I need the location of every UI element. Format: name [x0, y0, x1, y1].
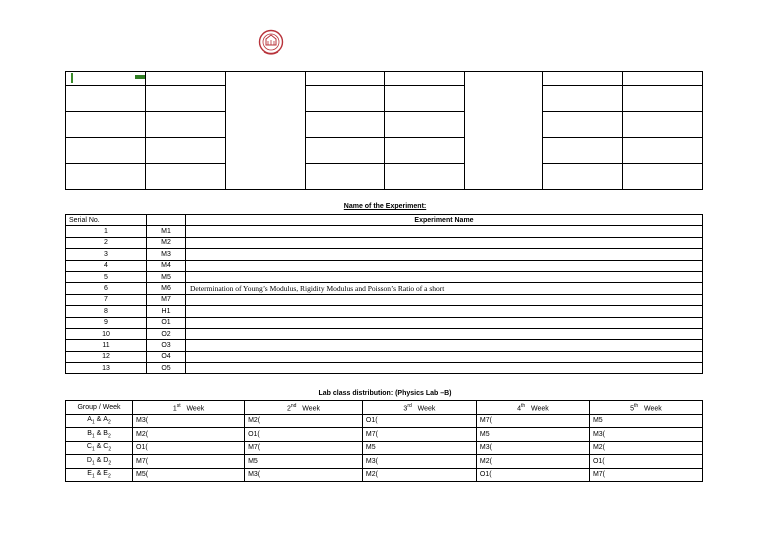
- week-slot-cell: O1(: [245, 428, 363, 442]
- week-slot-cell: M2(: [362, 468, 476, 482]
- experiment-code-cell: M5: [147, 271, 186, 282]
- distribution-row: [66, 441, 703, 455]
- week-header: 4th Week: [476, 401, 589, 415]
- experiment-serial-cell: 6: [66, 283, 147, 294]
- week-slot-cell: M5: [362, 441, 476, 455]
- experiment-row: [66, 294, 703, 305]
- experiment-code-cell: M4: [147, 260, 186, 271]
- arrow-right-icon: [135, 75, 145, 79]
- week-slot-cell: M5: [589, 414, 702, 428]
- week-slot-cell: M5: [245, 455, 363, 469]
- experiment-row: [66, 271, 703, 282]
- cell-marker-icon: [71, 73, 73, 83]
- distribution-caption: Lab class distribution: (Physics Lab –B): [318, 390, 452, 397]
- week-slot-cell: M5: [476, 428, 589, 442]
- group-cell: $A_1$ & $A_2$: [66, 414, 133, 428]
- university-seal-icon: [258, 29, 284, 57]
- experiment-code-cell: M3: [147, 249, 186, 260]
- code-header: [147, 215, 186, 226]
- experiment-row: [66, 249, 703, 260]
- routine-cell: [305, 72, 385, 86]
- week-slot-cell: O1(: [589, 455, 702, 469]
- experiment-code-cell: O3: [147, 340, 186, 351]
- experiment-row: [66, 340, 703, 351]
- week-slot-cell: M3(: [133, 414, 245, 428]
- experiment-serial-cell: 1: [66, 226, 147, 237]
- experiment-code-cell: O1: [147, 317, 186, 328]
- experiment-row: [66, 283, 703, 294]
- experiment-name-cell: [186, 317, 703, 328]
- experiment-name-cell: [186, 306, 703, 317]
- week-slot-cell: M2(: [133, 428, 245, 442]
- week-slot-cell: O1(: [133, 441, 245, 455]
- experiment-row: [66, 226, 703, 237]
- experiment-caption: Name of the Experiment:: [343, 203, 427, 210]
- week-slot-cell: M3(: [476, 441, 589, 455]
- week-slot-cell: M3(: [589, 428, 702, 442]
- routine-cell: [66, 72, 146, 86]
- routine-cell: [465, 72, 543, 190]
- experiment-table: [65, 214, 703, 374]
- experiment-name-header: Experiment Name: [186, 215, 703, 226]
- distribution-row: [66, 455, 703, 469]
- distribution-row: [66, 414, 703, 428]
- experiment-serial-cell: 13: [66, 363, 147, 374]
- experiment-name-cell: [186, 271, 703, 282]
- experiment-code-cell: H1: [147, 306, 186, 317]
- week-header: 5th Week: [589, 401, 702, 415]
- distribution-row: [66, 468, 703, 482]
- group-week-header: Group / Week: [66, 401, 133, 415]
- experiment-serial-cell: 3: [66, 249, 147, 260]
- week-slot-cell: O1(: [362, 414, 476, 428]
- experiment-name-cell: [186, 328, 703, 339]
- experiment-code-cell: O2: [147, 328, 186, 339]
- lab-distribution-table: [65, 400, 703, 482]
- experiment-name-cell: [186, 260, 703, 271]
- week-header: 3rd Week: [362, 401, 476, 415]
- experiment-serial-cell: 2: [66, 237, 147, 248]
- experiment-code-cell: M2: [147, 237, 186, 248]
- week-slot-cell: O1(: [476, 468, 589, 482]
- experiment-code-cell: O4: [147, 351, 186, 362]
- routine-cell: [145, 72, 225, 86]
- experiment-code-cell: M1: [147, 226, 186, 237]
- week-slot-cell: M3(: [245, 468, 363, 482]
- group-cell: $B_1$ & $B_2$: [66, 428, 133, 442]
- routine-cell: [385, 72, 465, 86]
- experiment-name-cell: [186, 340, 703, 351]
- experiment-name-cell: [186, 237, 703, 248]
- week-slot-cell: M2(: [245, 414, 363, 428]
- experiment-row: [66, 328, 703, 339]
- serial-header: Serial No.: [66, 215, 147, 226]
- week-slot-cell: M3(: [362, 455, 476, 469]
- experiment-row: [66, 237, 703, 248]
- experiment-name-cell: [186, 294, 703, 305]
- experiment-name-cell: [186, 226, 703, 237]
- experiment-code-cell: O5: [147, 363, 186, 374]
- distribution-row: [66, 428, 703, 442]
- experiment-code-cell: M7: [147, 294, 186, 305]
- week-slot-cell: M7(: [476, 414, 589, 428]
- week-slot-cell: M2(: [589, 441, 702, 455]
- experiment-name-cell: [186, 351, 703, 362]
- experiment-serial-cell: 11: [66, 340, 147, 351]
- experiment-row: [66, 351, 703, 362]
- experiment-name-cell: [186, 249, 703, 260]
- experiment-serial-cell: 10: [66, 328, 147, 339]
- experiment-name-cell: [186, 363, 703, 374]
- group-cell: $C_1$ & $C_2$: [66, 441, 133, 455]
- routine-cell: [543, 72, 623, 86]
- week-slot-cell: M2(: [476, 455, 589, 469]
- week-slot-cell: M5(: [133, 468, 245, 482]
- week-slot-cell: M7(: [362, 428, 476, 442]
- week-slot-cell: M7(: [589, 468, 702, 482]
- week-slot-cell: M7(: [245, 441, 363, 455]
- experiment-name-cell: Determination of Young’s Modulus, Rigidity Modulus and Poisson’s Ratio of a short: [186, 283, 703, 294]
- experiment-serial-cell: 5: [66, 271, 147, 282]
- experiment-row: [66, 306, 703, 317]
- experiment-serial-cell: 8: [66, 306, 147, 317]
- group-cell: $D_1$ & $D_2$: [66, 455, 133, 469]
- week-slot-cell: M7(: [133, 455, 245, 469]
- experiment-row: [66, 317, 703, 328]
- group-cell: $E_1$ & $E_2$: [66, 468, 133, 482]
- experiment-row: [66, 260, 703, 271]
- routine-cell: [623, 72, 703, 86]
- experiment-row: [66, 363, 703, 374]
- experiment-serial-cell: 9: [66, 317, 147, 328]
- experiment-serial-cell: 7: [66, 294, 147, 305]
- routine-grid: [65, 71, 703, 190]
- week-header: 2nd Week: [245, 401, 363, 415]
- experiment-serial-cell: 12: [66, 351, 147, 362]
- week-header: 1st Week: [133, 401, 245, 415]
- experiment-code-cell: M6: [147, 283, 186, 294]
- routine-cell: [225, 72, 305, 190]
- experiment-serial-cell: 4: [66, 260, 147, 271]
